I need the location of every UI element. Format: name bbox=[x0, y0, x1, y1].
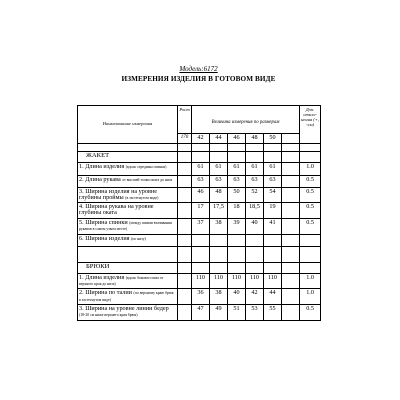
empty-cell bbox=[178, 151, 192, 162]
value-cell: 61 bbox=[264, 162, 282, 175]
value-cell: 38 bbox=[210, 219, 228, 235]
measurement-name bbox=[78, 304, 178, 320]
measurement-name bbox=[78, 274, 178, 289]
spacer-cell bbox=[210, 143, 228, 151]
empty-cell bbox=[178, 263, 192, 274]
measurement-name bbox=[78, 235, 178, 247]
empty-cell bbox=[264, 263, 282, 274]
empty-cell bbox=[282, 187, 300, 202]
value-cell: 17 bbox=[192, 203, 210, 219]
empty-cell bbox=[282, 304, 300, 320]
measurement-name bbox=[78, 162, 178, 175]
spacer-cell bbox=[282, 247, 300, 263]
table-row bbox=[78, 219, 321, 235]
empty-cell bbox=[228, 263, 246, 274]
spacer-cell bbox=[78, 143, 178, 151]
empty-cell bbox=[282, 151, 300, 162]
value-cell: 63 bbox=[192, 175, 210, 187]
empty-cell bbox=[282, 235, 300, 247]
measurement-label: 1. Длина изделия bbox=[79, 162, 126, 170]
model-number: Модель:6172 bbox=[179, 65, 218, 73]
value-cell: 18 bbox=[228, 203, 246, 219]
measurement-name bbox=[78, 187, 178, 202]
spacer-cell bbox=[264, 247, 282, 263]
header-rost-value: 170 bbox=[178, 134, 192, 144]
value-cell: 46 bbox=[192, 187, 210, 202]
empty-cell bbox=[178, 219, 192, 235]
empty-cell bbox=[178, 304, 192, 320]
spacer-cell bbox=[178, 143, 192, 151]
value-cell: 61 bbox=[192, 162, 210, 175]
value-cell: 63 bbox=[246, 175, 264, 187]
value-cell: 53 bbox=[246, 304, 264, 320]
value-cell: 63 bbox=[210, 175, 228, 187]
spacer-cell bbox=[178, 247, 192, 263]
tolerance-cell: 0.5 bbox=[300, 187, 321, 202]
tolerance-cell bbox=[300, 235, 321, 247]
header-rost: Рост bbox=[178, 106, 192, 134]
measurement-note: (18-20 см ниже верхнего края брюк) bbox=[79, 313, 138, 318]
measurement-label: 2. Ширина по талии bbox=[79, 289, 134, 297]
empty-cell bbox=[300, 151, 321, 162]
table-row bbox=[78, 203, 321, 219]
value-cell: 51 bbox=[228, 304, 246, 320]
measurement-label: 6. Ширина изделия bbox=[79, 235, 132, 242]
empty-cell bbox=[192, 151, 210, 162]
spacer-cell bbox=[300, 143, 321, 151]
value-cell: 110 bbox=[210, 274, 228, 289]
value-cell: 63 bbox=[228, 175, 246, 187]
empty-cell bbox=[282, 175, 300, 187]
empty-cell bbox=[246, 151, 264, 162]
empty-cell bbox=[178, 235, 192, 247]
measurement-label: 1. Длина изделия bbox=[79, 274, 126, 281]
value-cell: 17,5 bbox=[210, 203, 228, 219]
value-cell: 55 bbox=[264, 304, 282, 320]
tolerance-cell: 1.0 bbox=[300, 162, 321, 175]
value-cell: 42 bbox=[246, 289, 264, 304]
value-cell: 47 bbox=[192, 304, 210, 320]
spacer-cell bbox=[264, 143, 282, 151]
value-cell bbox=[228, 235, 246, 247]
empty-cell bbox=[192, 263, 210, 274]
empty-cell bbox=[282, 219, 300, 235]
measurement-note: (по низу) bbox=[131, 237, 146, 241]
value-cell: 61 bbox=[246, 162, 264, 175]
value-cell: 63 bbox=[264, 175, 282, 187]
header-sizes-caption: Величина измерения по размерам bbox=[192, 106, 300, 134]
measurement-note: (по верхнему краю брюк в застегнутом виде) bbox=[79, 291, 174, 302]
measurement-note: (вдоль середины спинки) bbox=[125, 164, 167, 169]
value-cell: 37 bbox=[192, 219, 210, 235]
measurement-name bbox=[78, 175, 178, 187]
measurement-note: (в застегнутом виде) bbox=[125, 195, 159, 200]
table-row bbox=[78, 175, 321, 187]
empty-cell bbox=[282, 289, 300, 304]
measurement-note: от высшей точки оката до низа bbox=[122, 177, 173, 182]
table-row bbox=[78, 274, 321, 289]
spacer-cell bbox=[228, 143, 246, 151]
value-cell: 19 bbox=[264, 203, 282, 219]
empty-cell bbox=[178, 274, 192, 289]
spacer-cell bbox=[246, 143, 264, 151]
measurement-label: 4. Ширина рукава на уровне глубины оката bbox=[79, 203, 154, 217]
empty-cell bbox=[178, 175, 192, 187]
table-row bbox=[78, 289, 321, 304]
document-title: ИЗМЕРЕНИЯ ИЗДЕЛИЯ В ГОТОВОМ ВИДЕ bbox=[121, 75, 276, 83]
empty-cell bbox=[282, 162, 300, 175]
value-cell: 61 bbox=[210, 162, 228, 175]
tolerance-cell: 0.5 bbox=[300, 219, 321, 235]
empty-cell bbox=[178, 187, 192, 202]
value-cell: 40 bbox=[228, 289, 246, 304]
spacer-cell bbox=[300, 247, 321, 263]
table-row bbox=[78, 235, 321, 247]
empty-cell bbox=[178, 203, 192, 219]
table-row bbox=[78, 162, 321, 175]
measurement-name bbox=[78, 203, 178, 219]
section-title: ЖАКЕТ bbox=[78, 151, 178, 162]
document-page bbox=[71, 5, 326, 395]
value-cell: 40 bbox=[246, 219, 264, 235]
size-cell: 50 bbox=[264, 134, 282, 144]
spacer-cell bbox=[228, 247, 246, 263]
value-cell: 110 bbox=[246, 274, 264, 289]
value-cell: 110 bbox=[192, 274, 210, 289]
empty-cell bbox=[178, 162, 192, 175]
spacer-cell bbox=[246, 247, 264, 263]
tolerance-cell: 1.0 bbox=[300, 289, 321, 304]
value-cell: 18,5 bbox=[246, 203, 264, 219]
value-cell bbox=[210, 235, 228, 247]
value-cell bbox=[246, 235, 264, 247]
value-cell: 44 bbox=[264, 289, 282, 304]
empty-cell bbox=[210, 151, 228, 162]
value-cell: 48 bbox=[210, 187, 228, 202]
spacer-cell bbox=[192, 247, 210, 263]
table-row bbox=[78, 304, 321, 320]
measurement-label: 3. Ширина изделия на уровне глубины проймы bbox=[79, 187, 157, 201]
size-cell: 42 bbox=[192, 134, 210, 144]
value-cell bbox=[264, 235, 282, 247]
size-cell: 46 bbox=[228, 134, 246, 144]
empty-cell bbox=[228, 151, 246, 162]
measurement-note: (вдоль бокового шва от верхнего края до низа) bbox=[79, 276, 164, 287]
table-row bbox=[78, 187, 321, 202]
empty-cell bbox=[210, 263, 228, 274]
empty-cell bbox=[178, 289, 192, 304]
empty-cell bbox=[282, 134, 300, 144]
empty-cell bbox=[282, 263, 300, 274]
value-cell: 38 bbox=[210, 289, 228, 304]
value-cell bbox=[192, 235, 210, 247]
value-cell: 110 bbox=[264, 274, 282, 289]
header-tolerance: Доп. откло-нения (+, -см) bbox=[300, 106, 321, 144]
spacer-cell bbox=[192, 143, 210, 151]
empty-cell bbox=[282, 274, 300, 289]
value-cell: 39 bbox=[228, 219, 246, 235]
value-cell: 61 bbox=[228, 162, 246, 175]
value-cell: 52 bbox=[246, 187, 264, 202]
empty-cell bbox=[300, 263, 321, 274]
tolerance-cell: 0.5 bbox=[300, 304, 321, 320]
empty-cell bbox=[282, 203, 300, 219]
empty-cell bbox=[264, 151, 282, 162]
header-name-column: Наименование измерения bbox=[78, 106, 178, 144]
value-cell: 110 bbox=[228, 274, 246, 289]
spacer-cell bbox=[210, 247, 228, 263]
value-cell: 49 bbox=[210, 304, 228, 320]
tolerance-cell: 0.5 bbox=[300, 175, 321, 187]
measurement-note: (между швами втачивания рукавов в самом узком месте) bbox=[79, 221, 172, 232]
measurement-label: 3. Ширина на уровне линии бедер bbox=[79, 304, 169, 312]
spacer-cell bbox=[282, 143, 300, 151]
measurement-label: 5. Ширина спинки bbox=[79, 219, 130, 226]
value-cell: 50 bbox=[228, 187, 246, 202]
measurement-name bbox=[78, 219, 178, 235]
size-cell: 44 bbox=[210, 134, 228, 144]
measurements-table bbox=[77, 105, 321, 321]
empty-cell bbox=[246, 263, 264, 274]
measurement-label: 2. Длина рукава bbox=[79, 175, 123, 183]
size-cell: 48 bbox=[246, 134, 264, 144]
tolerance-cell: 0.5 bbox=[300, 203, 321, 219]
spacer-cell bbox=[78, 247, 178, 263]
section-title: БРЮКИ bbox=[78, 263, 178, 274]
value-cell: 36 bbox=[192, 289, 210, 304]
value-cell: 41 bbox=[264, 219, 282, 235]
measurement-name bbox=[78, 289, 178, 304]
tolerance-cell: 1.0 bbox=[300, 274, 321, 289]
value-cell: 54 bbox=[264, 187, 282, 202]
